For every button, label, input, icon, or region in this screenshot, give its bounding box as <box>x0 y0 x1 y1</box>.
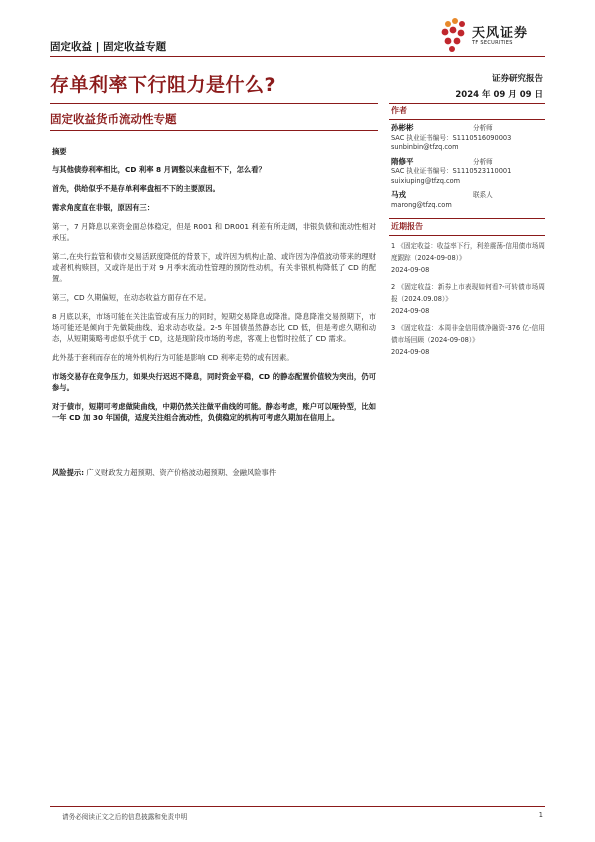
tf-securities-logo <box>440 16 550 56</box>
body-paragraph: 首先，供给似乎不是存单利率盘桓不下的主要原因。 <box>52 184 220 193</box>
header-category: 固定收益 | 固定收益专题 <box>50 41 167 53</box>
logo-en-text: TF SECURITIES <box>472 40 513 46</box>
body-paragraph: 第三，CD 久期偏短，在动态收益方面存在不足。 <box>52 293 211 302</box>
author-name: 马戎 <box>391 190 406 199</box>
subtitle-rule <box>50 130 378 131</box>
related-top-rule <box>389 218 545 219</box>
body-paragraph: 需求角度直在非银，原因有三： <box>52 203 155 212</box>
related-heading: 近期报告 <box>391 222 423 231</box>
author-email[interactable]: sunbinbin@tfzq.com <box>391 143 459 151</box>
author-entry <box>391 157 545 187</box>
footer-rule <box>50 806 545 807</box>
risk-text: 广义财政发力超预期、资产价格波动超预期、金融风险事件 <box>84 468 277 477</box>
page-number: 1 <box>538 811 543 819</box>
sidebar-top-rule <box>389 103 545 104</box>
author-role: 分析师 <box>473 124 493 132</box>
report-date: 2024 年 09 月 09 日 <box>455 90 543 100</box>
authors-rule <box>389 119 545 120</box>
body-paragraph: 市场交易存在竞争压力，如果央行迟迟不降息，同时资金平稳，CD 的静态配置价值较为突出，仍可参与。 <box>52 372 376 392</box>
author-entry <box>391 190 545 210</box>
related-report-item[interactable] <box>391 322 545 358</box>
abstract-heading: 摘要 <box>52 147 67 156</box>
related-report-item[interactable] <box>391 281 545 317</box>
body-paragraph: 8 月底以来，市场可能在关注监管或有压力的同时，短期交易降息或降准。降息降准交易预期下，市场可能还是倾向于先做陡曲线、追求动态收益。2-5 年国债虽然静态比 CD 低，但是考虑久期和动态，从短期策略考虑似乎优于 CD，这是现阶段市场的考虑，客观上也暂时拉低了 CD 需求。 <box>52 312 376 343</box>
related-reports <box>391 240 545 363</box>
report-title: 存单利率下行阻力是什么? <box>50 74 277 96</box>
author-sac: SAC 执业证书编号：S1110516090003 <box>391 133 512 142</box>
logo-cn-text: 天风证券 <box>472 26 529 41</box>
related-report-date: 2024-09-08 <box>391 348 430 356</box>
risk-label: 风险提示: <box>52 468 85 477</box>
related-report-item[interactable] <box>391 240 545 276</box>
related-report-title: 1 《固定收益：收益率下行，利差震荡-信用债市场周度跟踪（2024-09-08）》 <box>391 242 545 262</box>
risk-warning <box>52 467 376 478</box>
main-body <box>52 146 376 486</box>
body-paragraph: 第一，7 月降息以来资金面总体稳定，但是 R001 和 DR001 利差有所走阔，非银负债和流动性相对承压。 <box>52 222 376 242</box>
title-rule <box>50 103 378 104</box>
body-paragraph: 第二,在央行监管和债市交易活跃度降低的背景下，或许因为机构止盈、或许因为净值波动带来的理财或者机构赎回，又或许是出于对 9 月季末流动性管理的预防性动机，有关非银机构降低了 CD 的配置。 <box>52 252 376 283</box>
author-role: 联系人 <box>473 191 493 199</box>
header-rule <box>50 56 545 57</box>
related-report-title: 3 《固定收益：本周非金信用债净融资-376 亿-信用债市场回顾（2024-09-08）》 <box>391 324 545 344</box>
author-name: 隋修平 <box>391 156 414 166</box>
report-subtitle: 固定收益货币流动性专题 <box>50 112 177 126</box>
author-email[interactable]: suixiuping@tfzq.com <box>391 176 461 185</box>
author-email[interactable]: marong@tfzq.com <box>391 200 452 209</box>
related-report-title: 2 《固定收益：新券上市表现如何看?-可转债市场周报（2024.09.08）》 <box>391 283 545 303</box>
author-role: 分析师 <box>473 157 493 166</box>
related-report-date: 2024-09-08 <box>391 266 430 274</box>
author-entry <box>391 123 545 153</box>
footer-disclaimer: 请务必阅读正文之后的信息披露和免责申明 <box>62 813 188 821</box>
author-list <box>391 123 545 214</box>
authors-heading: 作者 <box>391 106 407 115</box>
related-report-date: 2024-09-08 <box>391 307 430 315</box>
body-paragraph: 此外基于套利而存在的境外机构行为可能是影响 CD 利率走势的或有因素。 <box>52 353 294 362</box>
related-rule <box>389 235 545 236</box>
body-paragraph: 与其他债券利率相比，CD 利率 8 月调整以来盘桓不下，怎么看？ <box>52 165 266 174</box>
report-type: 证券研究报告 <box>491 74 543 84</box>
body-paragraph: 对于债市，短期可考虑做陡曲线，中期仍然关注做平曲线的可能。静态考虑，账户可以哑铃型，比如一年 CD 加 30 年国债，适度关注组合流动性，负债稳定的机构可考虑久期加在信用上。 <box>52 402 376 422</box>
author-sac: SAC 执业证书编号：S1110523110001 <box>391 167 512 175</box>
author-name: 孙彬彬 <box>391 123 414 132</box>
